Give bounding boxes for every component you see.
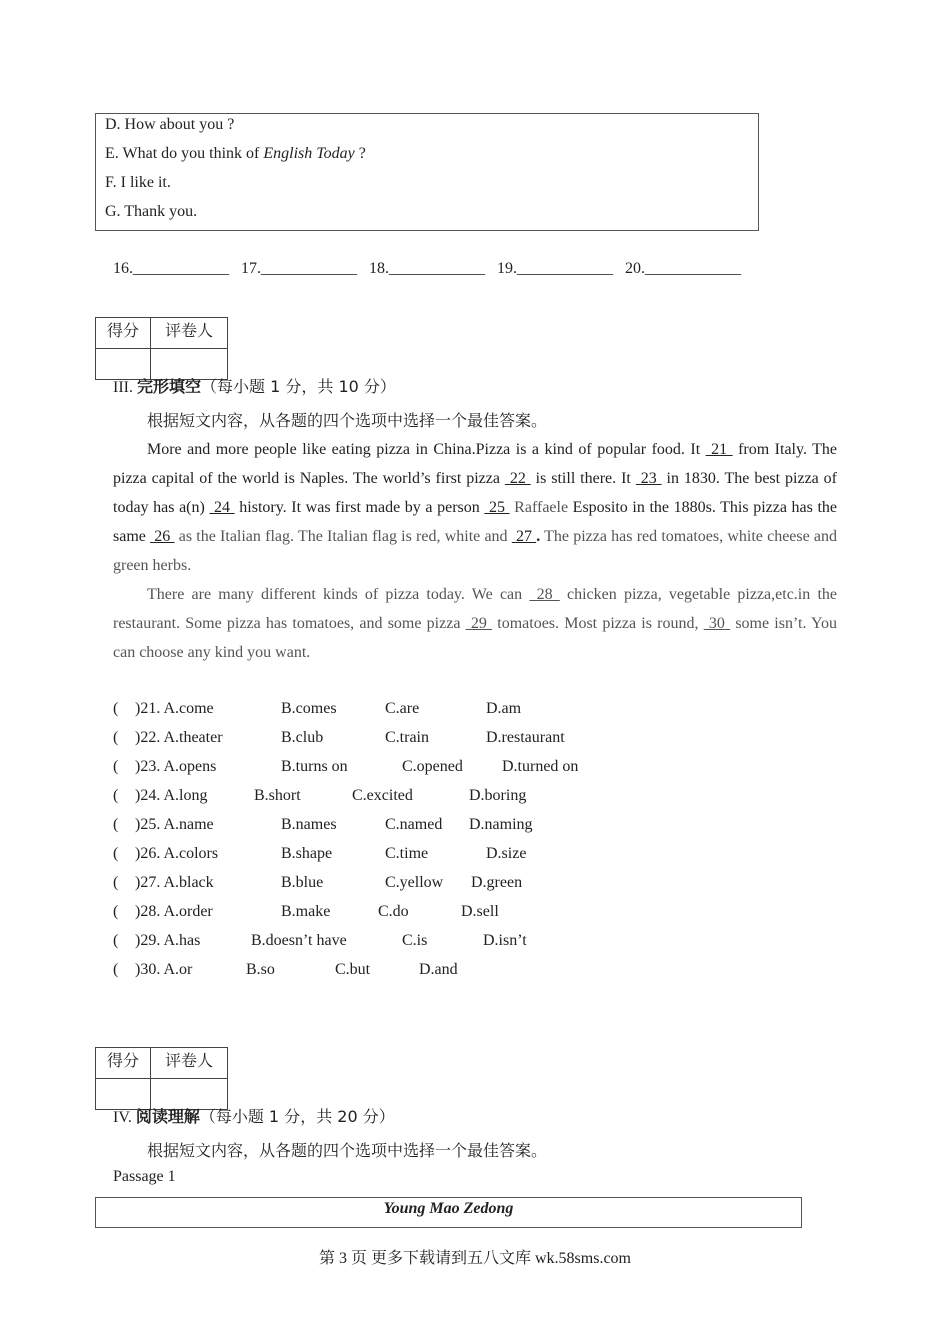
score-label: 得分 <box>96 1048 151 1079</box>
answer-blank-16[interactable]: 16.____________ <box>113 260 229 277</box>
blank-30: 30 <box>703 615 731 632</box>
answer-blank-18[interactable]: 18.____________ <box>369 260 485 277</box>
section-4-heading: IV. 阅读理解（每小题 1 分，共 20 分） <box>113 1107 395 1126</box>
grader-label: 评卷人 <box>151 318 228 349</box>
option-e: E. What do you think of English Today ? <box>105 145 366 162</box>
page-footer: 第 3 页 更多下载请到五八文库 wk.58sms.com <box>318 1250 631 1267</box>
answer-blank-20[interactable]: 20.____________ <box>625 260 741 277</box>
answer-blank-19[interactable]: 19.____________ <box>497 260 613 277</box>
section-4-instruction: 根据短文内容，从各题的四个选项中选择一个最佳答案。 <box>147 1141 548 1160</box>
cloze-paragraph-2: There are many different kinds of pizza today. We can 28 chicken pizza, vegetable pizza,etc.in the restaurant. Some pizza has tomatoes, and some pizza 29 tomatoes. Most pizza is round, 30 some isn’t. You can choose any kind you want. <box>113 586 838 661</box>
score-label: 得分 <box>96 318 151 349</box>
passage-label: Passage 1 <box>113 1168 176 1185</box>
blank-27: 27 <box>511 528 537 545</box>
blank-23: 23 <box>635 470 662 487</box>
blank-22: 22 <box>504 470 531 487</box>
answer-blanks <box>113 260 749 278</box>
section-3-instruction: 根据短文内容，从各题的四个选项中选择一个最佳答案。 <box>147 411 548 430</box>
blank-21: 21 <box>705 441 733 458</box>
option-g: G. Thank you. <box>105 203 198 220</box>
grader-label: 评卷人 <box>151 1048 228 1079</box>
blank-29: 29 <box>465 615 493 632</box>
passage-title: Young Mao Zedong <box>95 1197 802 1228</box>
option-d: D. How about you ? <box>105 116 235 133</box>
option-f: F. I like it. <box>105 174 171 191</box>
blank-26: 26 <box>150 528 175 545</box>
section-3-heading: III. 完形填空（每小题 1 分，共 10 分） <box>113 377 396 396</box>
options-box <box>95 113 759 231</box>
cloze-paragraph-1: More and more people like eating pizza in China.Pizza is a kind of popular food. It 21 from Italy. The pizza capital of the world is Naples. The world’s first pizza 22 is still there. It 23 in 1830. The best pizza of today has a(n) 24 history. It was first made by a person 25 Raffaele Esposito in the 1880s. This pizza has the same 26 as the Italian flag. The Italian flag is red, white and 27 . The pizza has red tomatoes, white cheese and green herbs. <box>113 441 838 574</box>
blank-28: 28 <box>529 586 560 603</box>
blank-24: 24 <box>209 499 235 516</box>
answer-blank-17[interactable]: 17.____________ <box>241 260 357 277</box>
score-table-3 <box>95 317 228 380</box>
score-table-4 <box>95 1047 228 1110</box>
blank-25: 25 <box>484 499 510 516</box>
cloze-passage <box>113 435 837 667</box>
